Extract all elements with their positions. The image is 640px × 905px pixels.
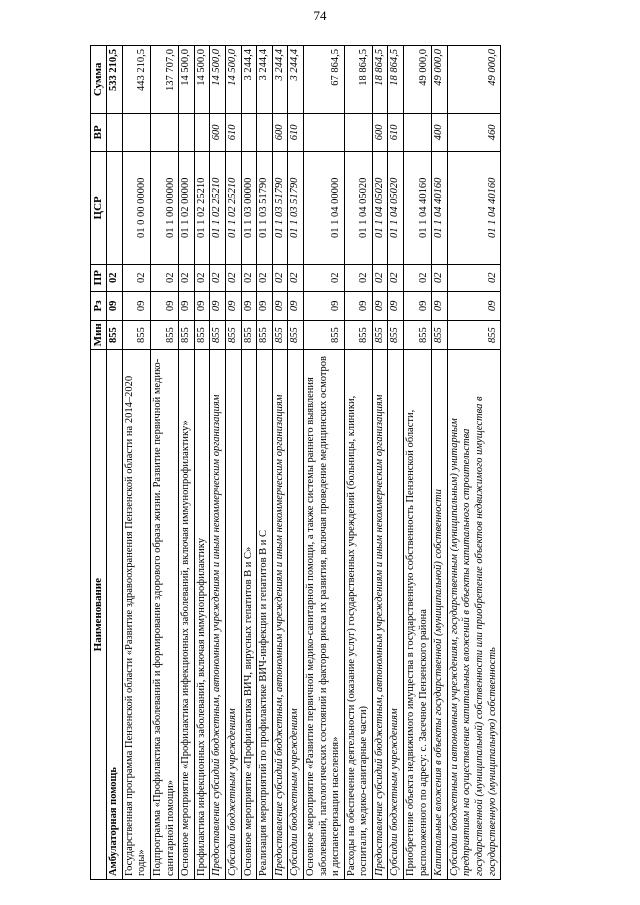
cell-name: Основное мероприятие «Развитие первичной медико-санитарной помощи, а также системы раннего выявления заболеваний, патологических состояний и факторов риска их развития, включая проведение медицинских осмотров и диспансеризации населения» [303, 350, 344, 880]
cell-rz: 09 [225, 291, 241, 320]
cell-name: Предоставление субсидий бюджетным, автономным учреждениям и иным некоммерческим организациям [210, 350, 226, 880]
cell-rz: 09 [344, 291, 372, 320]
cell-csr: 01 1 04 05020 [372, 151, 388, 264]
cell-rz: 09 [388, 291, 404, 320]
cell-sum: 49 000,0 [432, 46, 448, 114]
cell-pr: 02 [272, 264, 288, 291]
cell-pr: 02 [432, 264, 448, 291]
cell-min: 855 [388, 321, 404, 350]
cell-csr: 01 1 04 40160 [432, 151, 448, 264]
cell-csr: 01 1 04 05020 [344, 151, 372, 264]
cell-min: 855 [179, 321, 195, 350]
cell-sum: 3 244,4 [241, 46, 257, 114]
table-header-row [91, 46, 107, 880]
cell-vr [303, 113, 344, 151]
table-row [447, 46, 500, 880]
cell-name: Основное мероприятие «Профилактика инфекционных заболеваний, включая иммунопрофилактику» [179, 350, 195, 880]
cell-name: Субсидии бюджетным учреждениям [225, 350, 241, 880]
cell-sum: 18 864,5 [388, 46, 404, 114]
cell-sum: 14 500,0 [210, 46, 226, 114]
cell-pr: 02 [404, 264, 432, 291]
cell-sum: 3 244,4 [288, 46, 304, 114]
cell-sum: 14 500,0 [225, 46, 241, 114]
table-body [107, 46, 501, 880]
cell-min: 855 [372, 321, 388, 350]
table-row [225, 46, 241, 880]
cell-name: Профилактика инфекционных заболеваний, включая иммунопрофилактику [194, 350, 210, 880]
cell-pr: 02 [447, 264, 500, 291]
cell-csr: 01 1 02 25210 [194, 151, 210, 264]
header-min: Мин [91, 321, 107, 350]
table-row [344, 46, 372, 880]
table-row [388, 46, 404, 880]
cell-pr: 02 [372, 264, 388, 291]
cell-vr [257, 113, 273, 151]
cell-vr: 610 [388, 113, 404, 151]
cell-csr: 01 1 02 25210 [210, 151, 226, 264]
budget-table-rotated [90, 45, 558, 880]
cell-vr [241, 113, 257, 151]
cell-csr: 01 1 00 00000 [150, 151, 178, 264]
table-row [257, 46, 273, 880]
cell-pr: 02 [388, 264, 404, 291]
cell-pr: 02 [150, 264, 178, 291]
table-row [288, 46, 304, 880]
cell-name: Капитальные вложения в объекты государственной (муниципальной) собственности [432, 350, 448, 880]
cell-csr: 01 1 04 05020 [388, 151, 404, 264]
cell-rz: 09 [150, 291, 178, 320]
cell-vr: 460 [447, 113, 500, 151]
cell-sum: 3 244,4 [272, 46, 288, 114]
cell-min: 855 [107, 321, 123, 350]
cell-sum: 67 864,5 [303, 46, 344, 114]
cell-csr: 01 1 02 00000 [179, 151, 195, 264]
cell-min: 855 [194, 321, 210, 350]
cell-name: Приобретение объекта недвижимого имущества в государственную собственность Пензенской области, расположенного по адресу: с. Засечное Пензенского района [404, 350, 432, 880]
cell-min: 855 [344, 321, 372, 350]
header-rz: Рз [91, 291, 107, 320]
cell-min: 855 [150, 321, 178, 350]
cell-min: 855 [210, 321, 226, 350]
table-row [107, 46, 123, 880]
cell-name: Предоставление субсидий бюджетным, автономным учреждениям и иным некоммерческим организациям [272, 350, 288, 880]
cell-name: Амбулаторная помощь [107, 350, 123, 880]
cell-vr [150, 113, 178, 151]
cell-vr: 400 [432, 113, 448, 151]
cell-sum: 18 864,5 [344, 46, 372, 114]
table-row [179, 46, 195, 880]
cell-pr: 02 [344, 264, 372, 291]
cell-csr: 01 1 04 00000 [303, 151, 344, 264]
cell-csr: 01 1 03 51790 [272, 151, 288, 264]
table-row [404, 46, 432, 880]
cell-vr: 610 [225, 113, 241, 151]
cell-csr: 01 1 04 40160 [447, 151, 500, 264]
cell-csr: 01 1 03 00000 [241, 151, 257, 264]
cell-pr: 02 [210, 264, 226, 291]
table-row [241, 46, 257, 880]
cell-min: 855 [447, 321, 500, 350]
cell-pr: 02 [225, 264, 241, 291]
header-pr: ПР [91, 264, 107, 291]
cell-min: 855 [257, 321, 273, 350]
cell-name: Основное мероприятие «Профилактика ВИЧ, вирусных гепатитов В и С» [241, 350, 257, 880]
cell-csr: 01 1 03 51790 [257, 151, 273, 264]
cell-rz: 09 [288, 291, 304, 320]
cell-pr: 02 [194, 264, 210, 291]
cell-name: Субсидии бюджетным учреждениям [388, 350, 404, 880]
table-row [303, 46, 344, 880]
cell-name: Расходы на обеспечение деятельности (оказание услуг) государственных учреждений (больницы, клиники, госпитали, медико-санитарные части) [344, 350, 372, 880]
cell-pr: 02 [107, 264, 123, 291]
cell-rz: 09 [122, 291, 150, 320]
cell-vr [179, 113, 195, 151]
cell-name: Подпрограмма «Профилактика заболеваний и формирование здорового образа жизни. Развитие первичной медико-санитарной помощи» [150, 350, 178, 880]
table-row [150, 46, 178, 880]
table-row [210, 46, 226, 880]
budget-table [90, 45, 501, 880]
cell-pr: 02 [257, 264, 273, 291]
cell-name: Субсидии бюджетным и автономным учреждениям, государственным (муниципальным) унитарным предприятиям на осуществление капитальных вложений в объекты капитального строительства государственной (муниципальной) собственности или приобретение объектов недвижимого имущества в государственную (муниципальную) собственность [447, 350, 500, 880]
cell-vr [344, 113, 372, 151]
cell-sum: 18 864,5 [372, 46, 388, 114]
cell-csr: 01 1 02 25210 [225, 151, 241, 264]
cell-name: Реализация мероприятий по профилактике ВИЧ-инфекции и гепатитов В и С [257, 350, 273, 880]
table-row [122, 46, 150, 880]
cell-vr: 600 [210, 113, 226, 151]
cell-min: 855 [432, 321, 448, 350]
cell-rz: 09 [303, 291, 344, 320]
cell-sum: 533 210,5 [107, 46, 123, 114]
cell-csr: 01 0 00 00000 [122, 151, 150, 264]
cell-min: 855 [122, 321, 150, 350]
cell-name: Предоставление субсидий бюджетным, автономным учреждениям и иным некоммерческим организациям [372, 350, 388, 880]
cell-rz: 09 [194, 291, 210, 320]
cell-sum: 137 707,0 [150, 46, 178, 114]
cell-vr [404, 113, 432, 151]
table-row [432, 46, 448, 880]
table-row [272, 46, 288, 880]
cell-sum: 49 000,0 [447, 46, 500, 114]
cell-vr [122, 113, 150, 151]
cell-vr: 610 [288, 113, 304, 151]
header-sum: Сумма [91, 46, 107, 114]
cell-rz: 09 [372, 291, 388, 320]
cell-pr: 02 [241, 264, 257, 291]
cell-name: Субсидии бюджетным учреждениям [288, 350, 304, 880]
cell-rz: 09 [241, 291, 257, 320]
cell-sum: 14 500,0 [194, 46, 210, 114]
cell-min: 855 [272, 321, 288, 350]
cell-vr [194, 113, 210, 151]
cell-sum: 3 244,4 [257, 46, 273, 114]
header-csr: ЦСР [91, 151, 107, 264]
cell-pr: 02 [303, 264, 344, 291]
cell-min: 855 [303, 321, 344, 350]
cell-rz: 09 [432, 291, 448, 320]
page-number: 74 [313, 8, 327, 23]
header-vr: ВР [91, 113, 107, 151]
cell-vr: 600 [272, 113, 288, 151]
cell-min: 855 [404, 321, 432, 350]
cell-sum: 49 000,0 [404, 46, 432, 114]
cell-rz: 09 [272, 291, 288, 320]
cell-csr: 01 1 04 40160 [404, 151, 432, 264]
cell-sum: 14 500,0 [179, 46, 195, 114]
cell-rz: 09 [107, 291, 123, 320]
cell-rz: 09 [404, 291, 432, 320]
cell-rz: 09 [447, 291, 500, 320]
cell-csr [107, 151, 123, 264]
cell-sum: 443 210,5 [122, 46, 150, 114]
cell-pr: 02 [288, 264, 304, 291]
table-row [194, 46, 210, 880]
cell-vr [107, 113, 123, 151]
cell-rz: 09 [179, 291, 195, 320]
table-row [372, 46, 388, 880]
cell-min: 855 [241, 321, 257, 350]
cell-pr: 02 [179, 264, 195, 291]
cell-vr: 600 [372, 113, 388, 151]
cell-rz: 09 [210, 291, 226, 320]
header-name: Наименование [91, 350, 107, 880]
cell-min: 855 [225, 321, 241, 350]
cell-rz: 09 [257, 291, 273, 320]
cell-pr: 02 [122, 264, 150, 291]
cell-csr: 01 1 03 51790 [288, 151, 304, 264]
cell-min: 855 [288, 321, 304, 350]
cell-name: Государственная программа Пензенской области «Развитие здравоохранения Пензенской области на 2014–2020 годы» [122, 350, 150, 880]
